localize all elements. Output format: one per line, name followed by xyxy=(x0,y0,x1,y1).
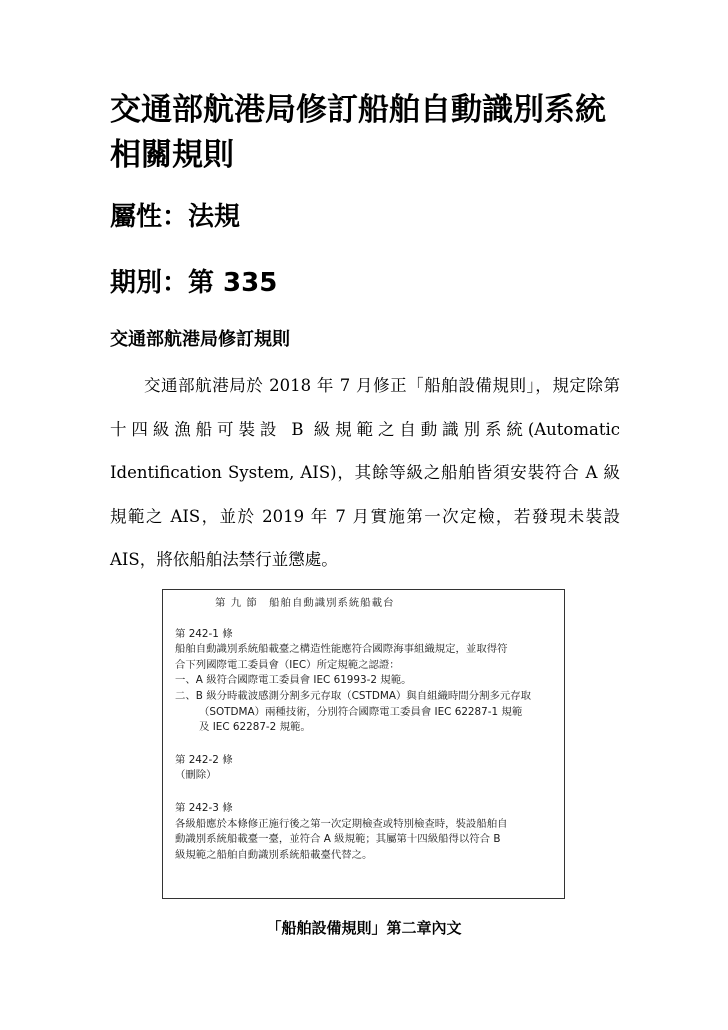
article-item: 一、A 級符合國際電工委員會 IEC 61993-2 規範。 xyxy=(175,674,412,687)
article-block xyxy=(175,801,552,863)
article-line: 各級船應於本條修正施行後之第一次定期檢查或特別檢查時，裝設船舶自 xyxy=(175,817,508,830)
article-line: 動識別系統船載臺一臺，並符合 A 級規範；其屬第十四級船得以符合 B xyxy=(175,833,501,846)
page-title: 交通部航港局修訂船舶自動識別系統相關規則 xyxy=(110,92,606,173)
article-line: （刪除） xyxy=(175,769,217,782)
article-item-continuation: （SOTDMA）兩種技術，分別符合國際電工委員會 IEC 62287-1 規範 xyxy=(199,705,523,718)
issue-label: 期別：第 335 xyxy=(110,268,278,298)
article-block xyxy=(175,627,552,736)
article-number: 第 242-2 條 xyxy=(175,753,233,766)
body-paragraph: 交通部航港局於 2018 年 7 月修正「船舶設備規則」，規定除第十四級漁船可裝設 B 級規範之自動識別系統(Automatic Identification System, AIS)，其餘等級之船舶皆須安裝符合 A 級規範之 AIS，並於 2019 年 7 月實施第一次定檢，若發現未裝設 AIS，將依船舶法禁行並懲處。 xyxy=(110,376,620,569)
figure-caption: 「船舶設備規則」第二章內文 xyxy=(266,919,462,937)
article-item-continuation: 及 IEC 62287-2 規範。 xyxy=(199,721,311,734)
article-block xyxy=(175,753,552,784)
article-number: 第 242-1 條 xyxy=(175,627,233,640)
article-line: 級規範之船舶自動識別系統船載臺代替之。 xyxy=(175,848,373,861)
article-number: 第 242-3 條 xyxy=(175,801,233,814)
figure-heading: 第 九 節 船舶自動識別系統船載台 xyxy=(215,597,395,609)
section-subheading: 交通部航港局修訂規則 xyxy=(110,329,290,350)
article-item: 二、B 級分時載波感測分割多元存取（CSTDMA）與自組織時間分割多元存取 xyxy=(175,689,532,702)
article-line: 船舶自動識別系統船載臺之構造性能應符合國際海事組織規定，並取得符 xyxy=(175,643,508,656)
attribute-label: 屬性：法規 xyxy=(110,202,241,232)
regulation-excerpt-figure xyxy=(162,589,565,899)
article-line: 合下列國際電工委員會（IEC）所定規範之認證： xyxy=(175,658,400,671)
